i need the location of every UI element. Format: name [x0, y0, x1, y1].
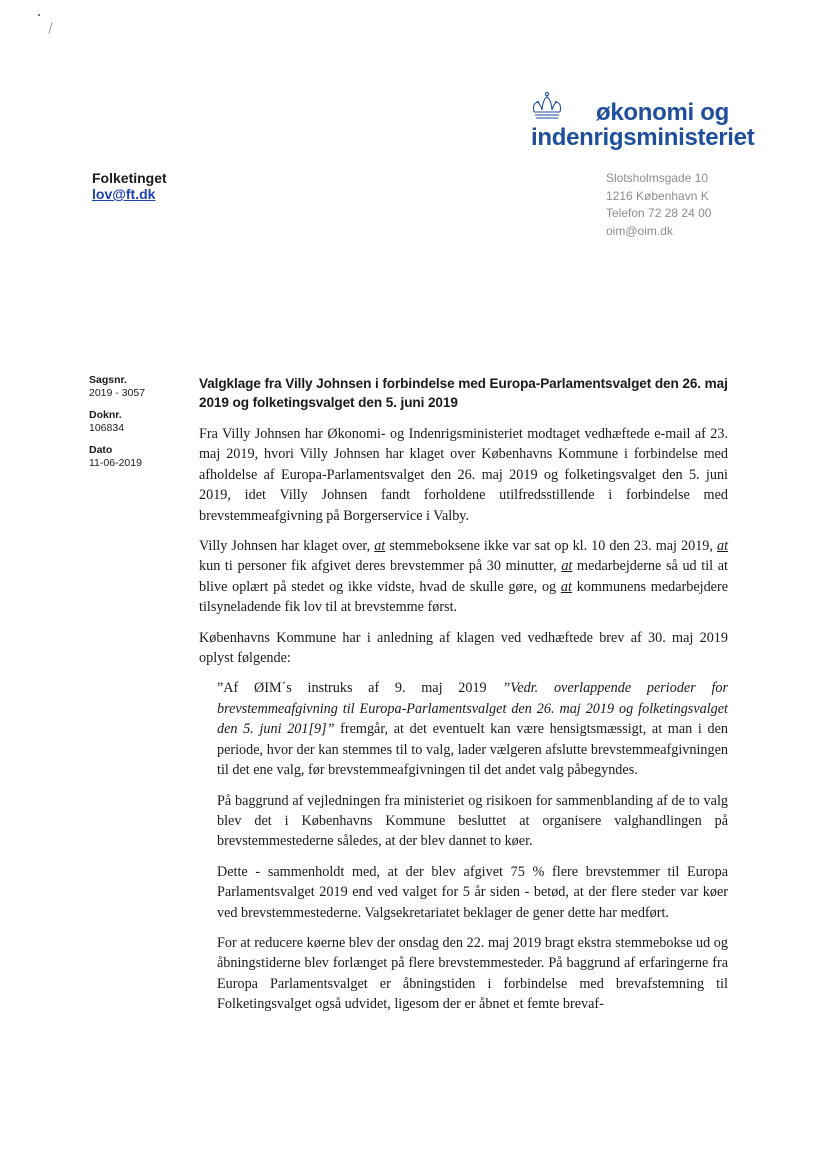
instruction-title: ”Vedr. overlappende perioder for brevstemmeafgivning til Europa-Parlamentsvalget den 26. maj 2019 og folketingsvalget den 5. juni 201[9]”	[217, 680, 729, 738]
text-span: kommunens medarbejdere tilsyneladende fik lov til at brevstemme først.	[199, 578, 728, 616]
quote-paragraph	[217, 678, 728, 780]
text-span: ”Af ØIM´s instruks af 9. maj 2019	[217, 680, 487, 697]
address-email: oim@oim.dk	[606, 223, 673, 238]
address-street: Slotsholmsgade 10	[606, 171, 709, 185]
case-number	[89, 374, 189, 400]
doc-number	[89, 409, 189, 435]
paragraph: Fra Villy Johnsen har Økonomi- og Indenrigsministeriet modtaget vedhæftede e-mail af 23. maj 2019, hvori Villy Johnsen har klaget over Københavns Kommune i forbindelse med afholdelse af Europa-Parlamentsvalget den 26. maj 2019 og folketingsvalget den 5. juni 2019, idet Villy Johnsen fandt forholdene utilfredsstillende i forbindelse med brevstemmeafgivning på Borgerservice i Valby.	[199, 426, 728, 524]
text-span: fremgår, at det eventuelt kan være hensigtsmæssigt, at man i den periode, hvor der kan stemmes til to valg, lader vælgeren afslutte brevstemmeafgivningen til det ene valg, før brevstemmeafgivningen til det andet valg påbegyndes.	[217, 721, 728, 779]
recipient-name: Folketinget	[92, 170, 167, 186]
doc-number-value: 106834	[89, 422, 125, 434]
document-date	[89, 444, 189, 470]
document-meta	[89, 374, 189, 479]
address-city: 1216 København K	[606, 188, 709, 203]
text-span: Villy Johnsen har klaget over,	[199, 538, 371, 555]
date-label: Dato	[89, 444, 113, 456]
case-number-label: Sagsnr.	[89, 374, 127, 386]
complaint-paragraph	[199, 536, 728, 618]
emphasis-at: at	[374, 538, 386, 555]
case-number-value: 2019 - 3057	[89, 387, 146, 399]
letter-body	[199, 374, 728, 1025]
logo-line-1: økonomi og	[596, 99, 729, 126]
paragraph: Københavns Kommune har i anledning af klagen ved vedhæftede brev af 30. maj 2019 oplyst følgende:	[199, 629, 728, 667]
scan-speck	[38, 14, 40, 16]
emphasis-at: at	[716, 538, 729, 555]
scan-speck	[48, 22, 52, 34]
logo-line-2: indenrigsministeriet	[531, 124, 755, 151]
text-span: medarbejderne så ud til at blive oplært på stedet og ikke vidste, hvad de skulle gøre, og	[199, 558, 729, 595]
recipient-block	[92, 170, 167, 202]
emphasis-at: at	[560, 578, 572, 595]
text-span: kun ti personer fik afgivet deres brevstemmer på 30 minutter,	[199, 558, 557, 575]
date-value: 11-06-2019	[89, 457, 142, 469]
quoted-statement	[217, 678, 728, 1014]
quote-paragraph: Dette - sammenholdt med, at der blev afgivet 75 % flere brevstemmer til Europa Parlamentsvalget 2019 end ved valget for 5 år siden - betød, at der flere steder var køer ved brevstemmestederne. Valgsekretariatet beklager de gener dette har medført.	[217, 863, 728, 921]
doc-number-label: Doknr.	[89, 409, 122, 421]
text-span: stemmeboksene ikke var sat op kl. 10 den 23. maj 2019,	[389, 538, 713, 555]
quote-paragraph: På baggrund af vejledningen fra ministeriet og risikoen for sammenblanding af de to valg blev det i Københavns Kommune besluttet at organisere valghandlingen på brevstemmestederne således, at der blev dannet to køer.	[217, 792, 728, 850]
quote-paragraph: For at reducere køerne blev der onsdag den 22. maj 2019 bragt ekstra stemmebokse ud og åbningstiderne blev forlænget på flere brevstemmesteder. På baggrund af erfaringerne fra Europa Parlamentsvalget er åbningstiden i forbindelse med brevafstemning til Folketingsvalget også udvidet, ligesom der er åbnet et femte brevaf-	[217, 934, 728, 1013]
letter-subject: Valgklage fra Villy Johnsen i forbindelse med Europa-Parlamentsvalget den 26. maj 2019 og folketingsvalget den 5. juni 2019	[199, 376, 728, 410]
emphasis-at: at	[561, 558, 573, 575]
ministry-logo-text	[531, 99, 755, 151]
sender-address	[606, 170, 711, 240]
address-phone: Telefon 72 28 24 00	[606, 206, 712, 220]
recipient-email-link[interactable]: lov@ft.dk	[92, 186, 156, 202]
